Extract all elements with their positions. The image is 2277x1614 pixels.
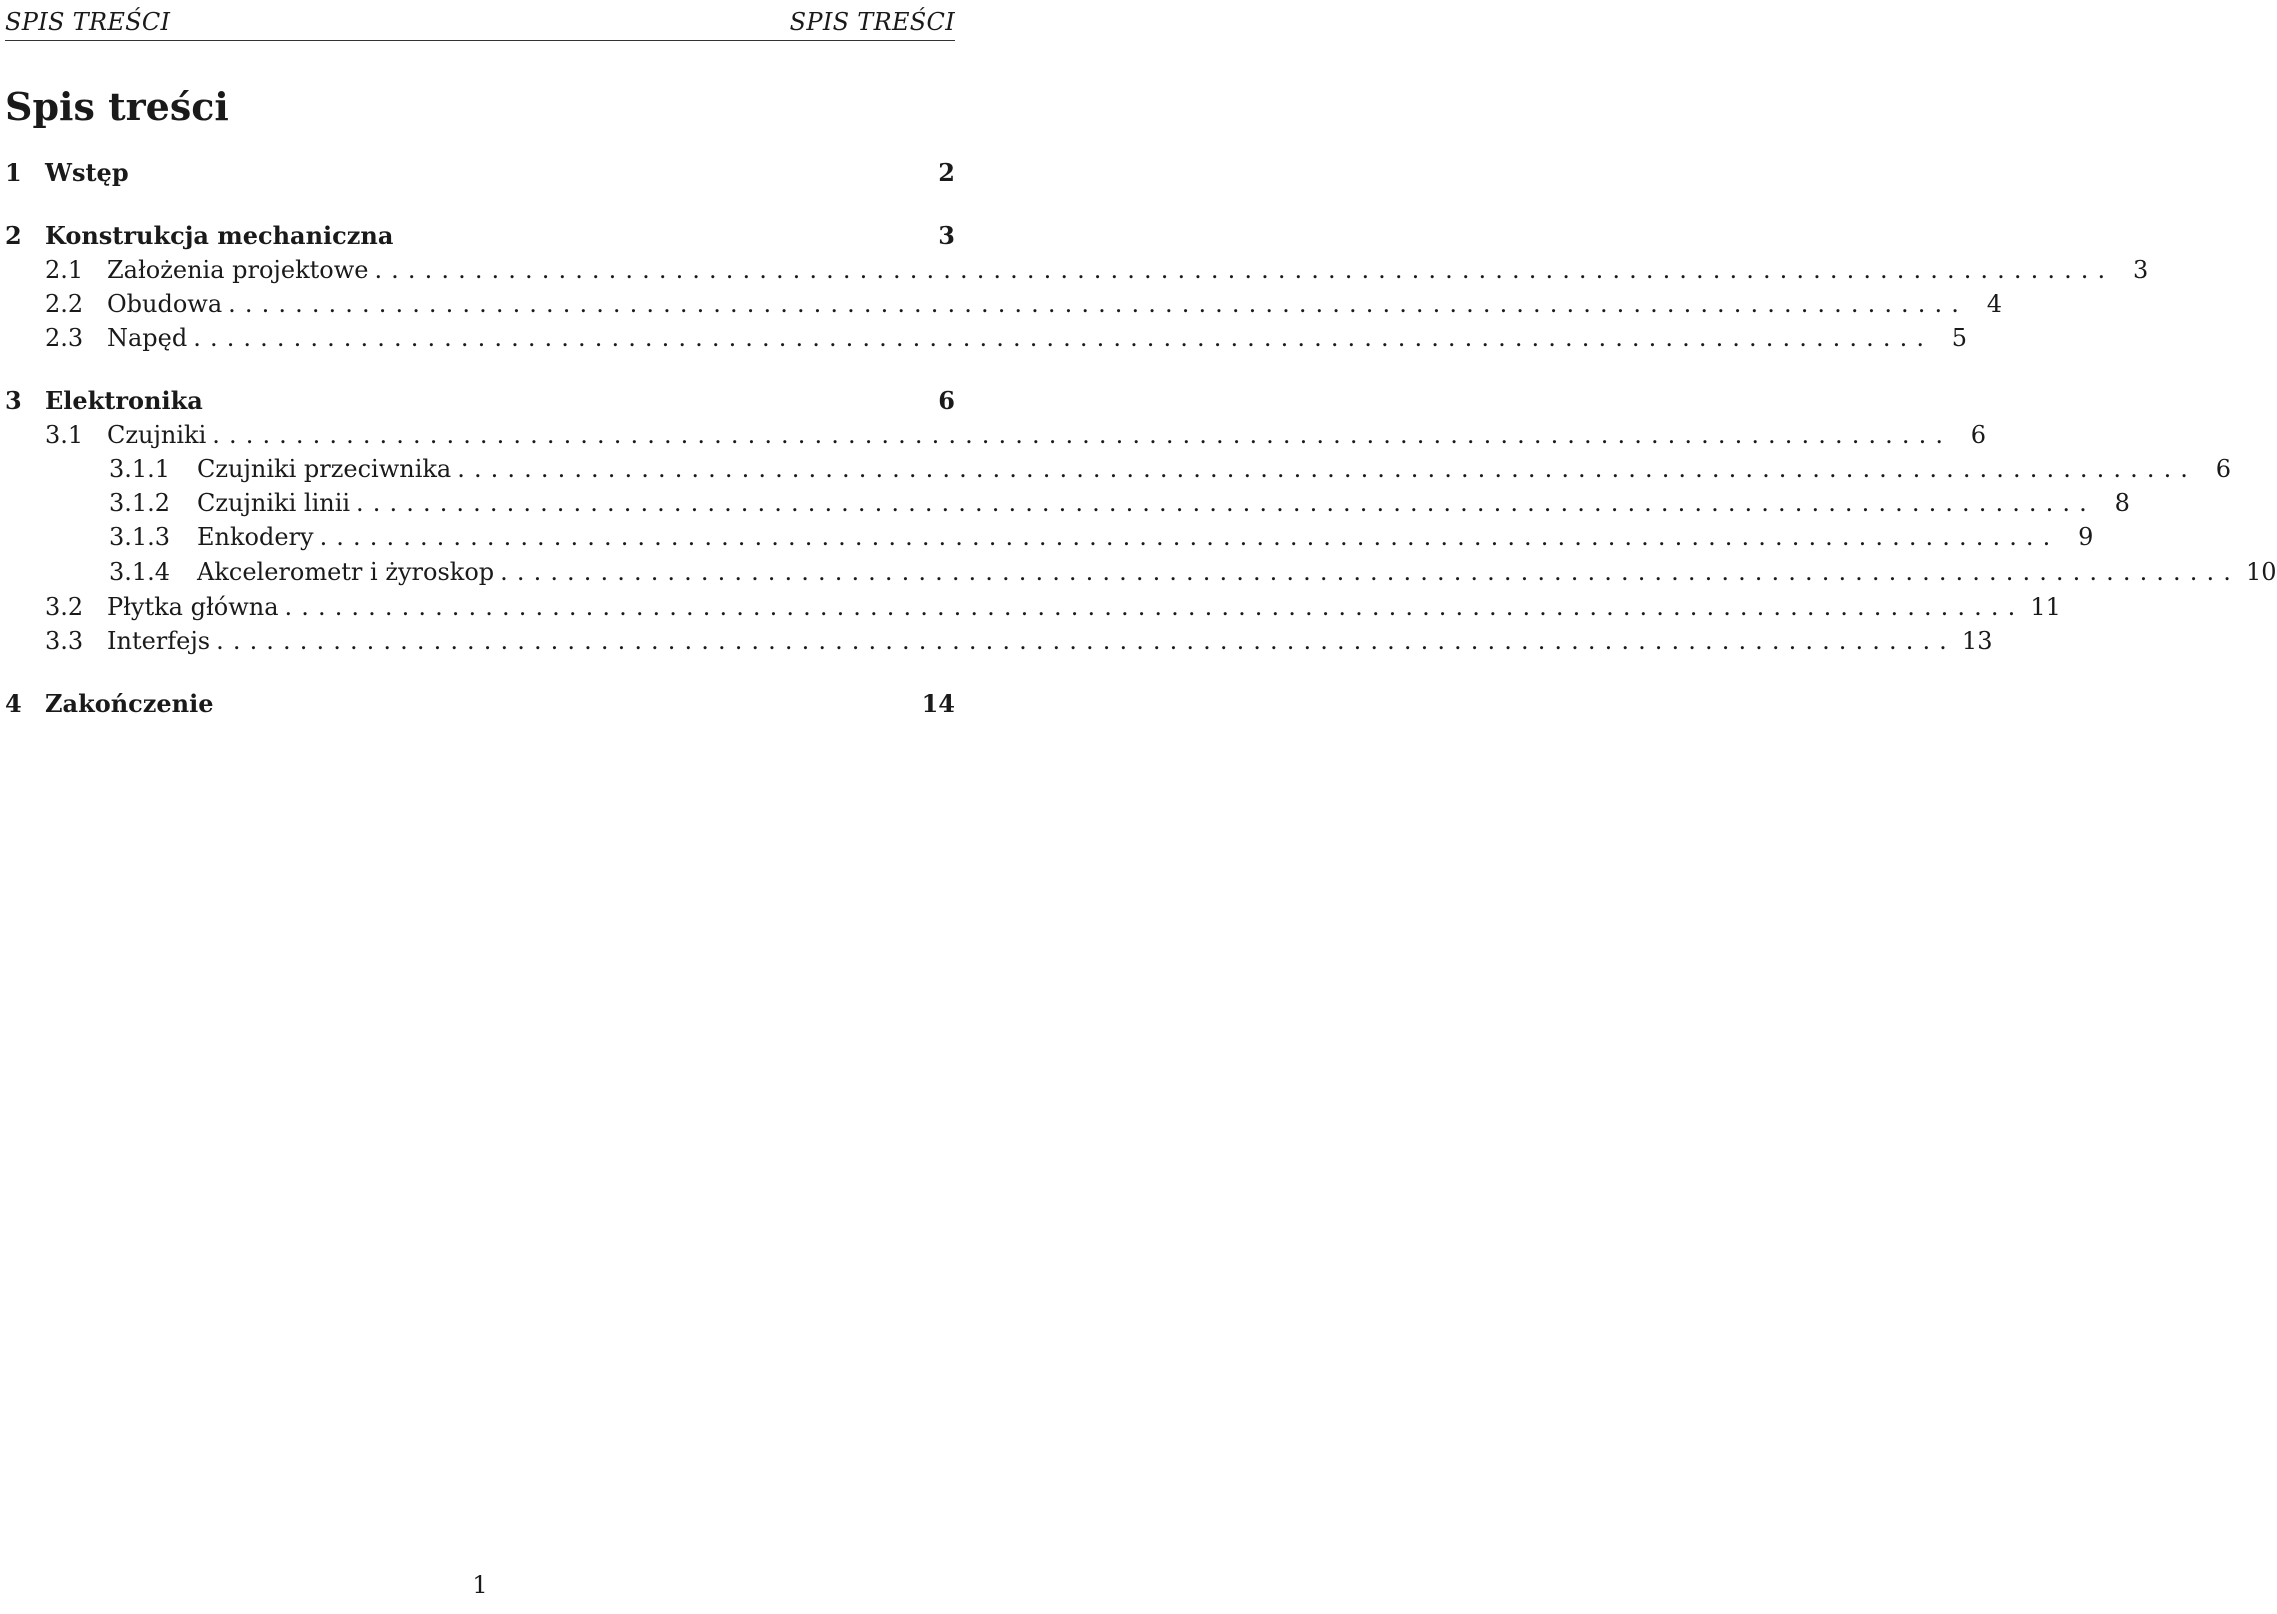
toc-leader-dots: ........................................................................................................ (216, 627, 1956, 655)
toc-leader-dots: ........................................................................................................ (193, 324, 1934, 352)
toc-entry-page: 13 (1961, 627, 1993, 655)
running-header (5, 4, 955, 41)
toc-entry-number: 2.2 (45, 290, 84, 318)
toc-entry-number: 1 (5, 158, 22, 187)
toc-entry-number: 2 (5, 221, 22, 250)
toc-entry-section-2-2[interactable] (5, 287, 2002, 321)
toc-entry-label: Wstęp (45, 158, 129, 187)
toc-entry-subsection-3-1-4[interactable] (5, 555, 2277, 589)
toc-entry-page: 5 (1951, 324, 1968, 352)
running-header-right: SPIS TREŚCI (789, 8, 955, 36)
toc-entry-section-2-3[interactable] (5, 321, 1968, 355)
toc-leader-dots: ........................................................................................................ (374, 256, 2115, 284)
toc-entry-chapter-2[interactable] (5, 219, 955, 253)
toc-entry-page: 11 (2030, 593, 2061, 621)
toc-entry-number: 2.3 (45, 324, 84, 352)
toc-leader-dots: ........................................................................................................ (284, 593, 2025, 621)
toc-entry-label: Czujniki (107, 421, 207, 449)
toc-entry-number: 3.1.2 (109, 489, 171, 517)
toc-entry-subsection-3-1-3[interactable] (5, 520, 2094, 554)
toc-entry-number: 4 (5, 689, 22, 718)
toc-entry-page: 6 (2215, 455, 2232, 483)
toc-entry-label: Zakończenie (45, 689, 214, 718)
toc-entry-label: Płytka główna (107, 593, 279, 621)
toc-entry-chapter-3[interactable] (5, 384, 955, 418)
toc-entry-page: 3 (938, 221, 955, 250)
toc-entry-page: 4 (1986, 290, 2002, 318)
toc-entry-label: Enkodery (197, 523, 314, 551)
toc-entry-label: Napęd (107, 324, 188, 352)
toc-entry-label: Czujniki linii (197, 489, 351, 517)
toc-entry-page: 6 (938, 386, 955, 415)
toc-leader-dots: ........................................................................................................ (457, 455, 2198, 483)
toc-leader-dots: ........................................................................................................ (212, 421, 1953, 449)
toc-entry-page: 10 (2245, 558, 2277, 586)
toc-entry-page: 6 (1970, 421, 1987, 449)
toc-entry-page: 8 (2114, 489, 2130, 517)
toc-entry-number: 3.3 (45, 627, 84, 655)
toc-entry-chapter-1[interactable] (5, 156, 955, 190)
toc-entry-number: 3 (5, 386, 22, 415)
toc-leader-dots: ........................................................................................................ (319, 523, 2060, 551)
toc-entry-page: 14 (921, 689, 955, 718)
toc-entry-section-3-1[interactable] (5, 418, 1987, 452)
toc-entry-page: 9 (2078, 523, 2094, 551)
toc-entry-label: Konstrukcja mechaniczna (45, 221, 394, 250)
toc-entry-label: Akcelerometr i żyroskop (197, 558, 495, 586)
toc-entry-number: 3.1.4 (109, 558, 171, 586)
toc-entry-section-3-2[interactable] (5, 590, 2061, 624)
toc-leader-dots: ........................................................................................................ (356, 489, 2096, 517)
toc-entry-label: Czujniki przeciwnika (197, 455, 452, 483)
toc-entry-label: Interfejs (107, 627, 211, 655)
toc-entry-page: 2 (938, 158, 955, 187)
toc-entry-chapter-4[interactable] (5, 687, 955, 721)
toc-leader-dots: ........................................................................................................ (500, 558, 2240, 586)
toc-entry-label: Elektronika (45, 386, 203, 415)
toc-entry-section-2-1[interactable] (5, 253, 2149, 287)
toc-leader-dots: ........................................................................................................ (228, 290, 1968, 318)
toc-entry-number: 3.1 (45, 421, 84, 449)
toc-entry-number: 3.1.1 (109, 455, 171, 483)
toc-entry-number: 3.1.3 (109, 523, 171, 551)
toc-entry-label: Założenia projektowe (107, 256, 369, 284)
running-header-left: SPIS TREŚCI (5, 8, 171, 36)
page-number: 1 (472, 1571, 488, 1599)
toc-title: Spis treści (5, 84, 229, 129)
toc-entry-number: 3.2 (45, 593, 84, 621)
toc-entry-label: Obudowa (107, 290, 223, 318)
toc-entry-section-3-3[interactable] (5, 624, 1993, 658)
toc-entry-page: 3 (2132, 256, 2149, 284)
toc-entry-subsection-3-1-1[interactable] (5, 452, 2232, 486)
toc-entry-number: 2.1 (45, 256, 84, 284)
toc-entry-subsection-3-1-2[interactable] (5, 486, 2130, 520)
